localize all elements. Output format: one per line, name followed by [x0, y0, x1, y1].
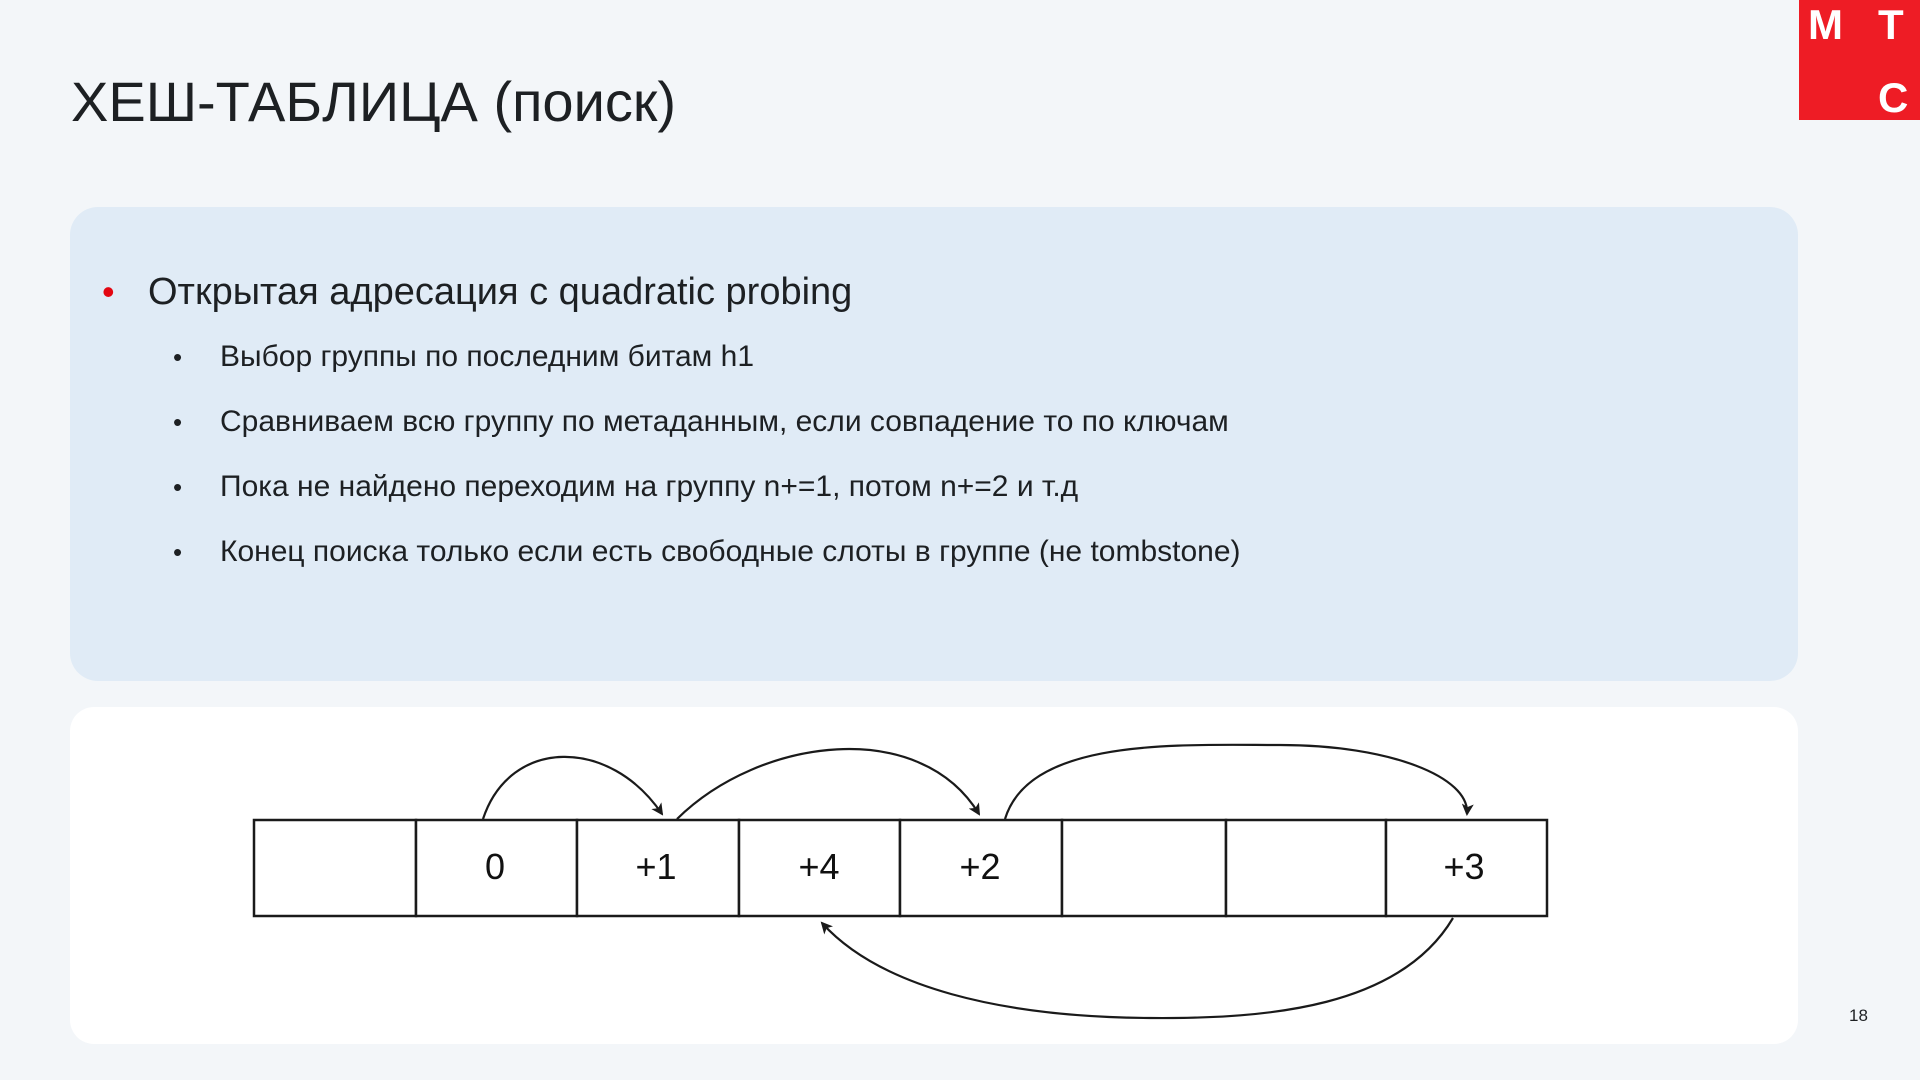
text-panel — [70, 207, 1798, 681]
probe-arrow-1-to-2 — [677, 749, 979, 819]
mts-logo — [1799, 0, 1920, 120]
sub-bullet-text: Сравниваем всю группу по метаданным, если совпадение то по ключам — [220, 405, 1229, 438]
probe-arrow-2-to-3 — [1005, 745, 1467, 819]
probe-arrow-3-to-4 — [822, 918, 1453, 1018]
diagram-panel — [70, 707, 1798, 1044]
bullet-dot-icon: • — [102, 271, 115, 312]
page-number: 18 — [1849, 1006, 1868, 1025]
sub-bullet-text: Выбор группы по последним битам h1 — [220, 340, 755, 373]
sub-bullet-text: Конец поиска только если есть свободные слоты в группе (не tombstone) — [220, 535, 1241, 568]
slot-label: +4 — [798, 846, 840, 887]
slot-label: +3 — [1443, 846, 1485, 887]
sub-bullet-list — [173, 337, 1241, 597]
sub-bullet — [173, 467, 1241, 532]
bullet-dot-icon: • — [173, 407, 183, 437]
sub-bullet — [173, 532, 1241, 597]
logo-letter-s: С — [1878, 74, 1909, 121]
logo-letter-t: Т — [1878, 1, 1904, 48]
slot-box — [254, 820, 416, 916]
bullet-dot-icon: • — [173, 472, 183, 502]
main-bullet-text: Открытая адресация с quadratic probing — [148, 271, 853, 313]
logo-letter-m: М — [1808, 1, 1843, 48]
slot-label: +2 — [959, 846, 1001, 887]
probing-diagram — [70, 707, 1798, 1044]
slot-box — [1062, 820, 1226, 916]
sub-bullet — [173, 402, 1241, 467]
slot-box — [1226, 820, 1386, 916]
sub-bullet — [173, 337, 1241, 402]
slide-title: ХЕШ-ТАБЛИЦА (поиск) — [71, 70, 677, 133]
bullet-dot-icon: • — [173, 537, 183, 567]
main-bullet — [102, 267, 853, 317]
probe-arrow-0-to-1 — [483, 757, 662, 819]
slot-label: 0 — [484, 846, 506, 887]
bullet-dot-icon: • — [173, 342, 183, 372]
slot-label: +1 — [635, 846, 677, 887]
sub-bullet-text: Пока не найдено переходим на группу n+=1, потом n+=2 и т.д — [220, 470, 1079, 503]
